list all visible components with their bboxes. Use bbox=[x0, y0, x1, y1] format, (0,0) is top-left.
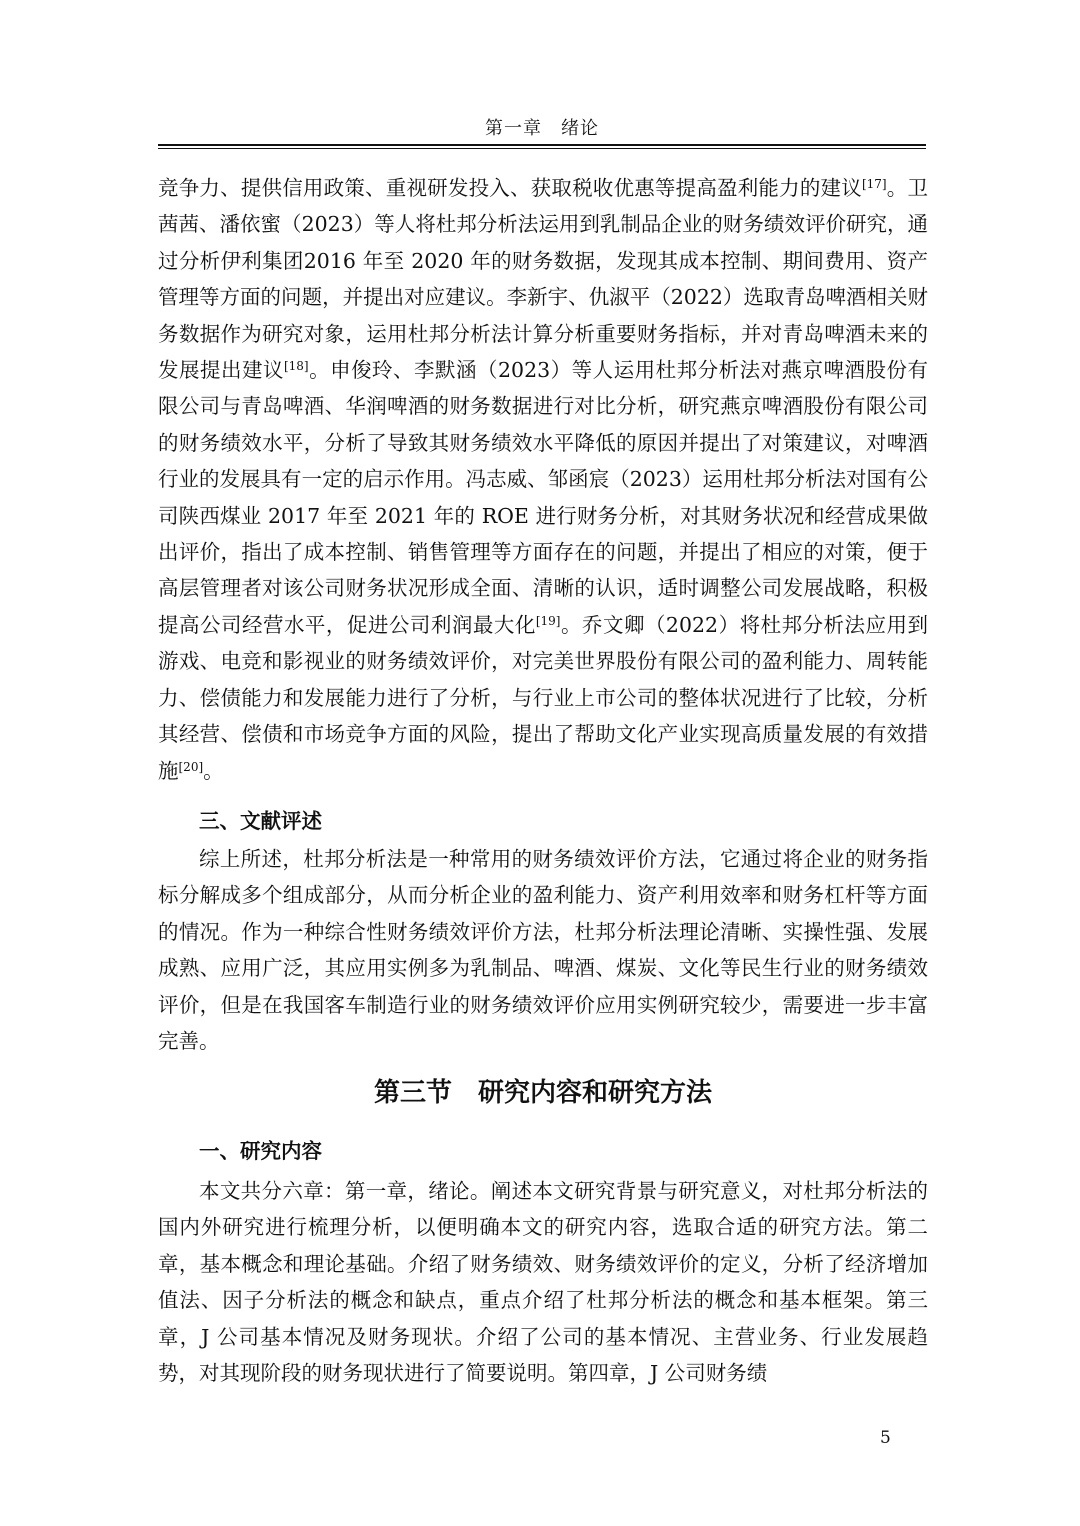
paragraph-segment: 。卫茜茜、潘依蜜（2023）等人将杜邦分析法运用到乳制品企业的财务绩效评价研究，通过分析伊利集团2016 年至 2020 年的财务数据，发现其成本控制、期间费用、资产管理等方面的问题，并提出对应建议。李新宇、仇淑平（2022）选取青岛啤酒相关财务数据作为研究对象，运用杜邦分析法计算分析重要财务指标，并对青岛啤酒未来的发展提出建议 bbox=[158, 176, 929, 383]
paragraph-segment: 。 bbox=[203, 758, 224, 783]
citation-ref: [20] bbox=[178, 759, 204, 774]
review-paragraph bbox=[158, 841, 928, 1059]
review-heading: 三、文献评述 bbox=[199, 809, 322, 833]
citation-ref: [18] bbox=[283, 359, 309, 374]
paragraph-text bbox=[158, 170, 928, 789]
page-number: 5 bbox=[880, 1428, 891, 1448]
paragraph-segment: 。申俊玲、李默涵（2023）等人运用杜邦分析法对燕京啤酒股份有限公司与青岛啤酒、华润啤酒的财务数据进行对比分析，研究燕京啤酒股份有限公司的财务绩效水平，分析了导致其财务绩效水平降低的原因并提出了对策建议，对啤酒行业的发展具有一定的启示作用。冯志威、邹函宸（2023）运用杜邦分析法对国有公司陕西煤业 2017 年至 2021 年的 ROE 进行财务分析，对其财务状况和经营成果做出评价，指出了成本控制、销售管理等方面存在的问题，并提出了相应的对策，便于高层管理者对该公司财务状况形成全面、清晰的认识，适时调整公司发展战略，积极提高公司经营水平，促进公司利润最大化 bbox=[158, 358, 929, 637]
section-title: 第三节 研究内容和研究方法 bbox=[373, 1078, 712, 1108]
literature-paragraph bbox=[158, 170, 928, 789]
paragraph-segment: 。乔文卿（2022）将杜邦分析法应用到游戏、电竞和影视业的财务绩效评价，对完美世界股份有限公司的盈利能力、周转能力、偿债能力和发展能力进行了分析，与行业上市公司的整体状况进行了比较，分析其经营、偿债和市场竞争方面的风险，提出了帮助文化产业实现高质量发展的有效措施 bbox=[158, 612, 929, 783]
paragraph-text: 本文共分六章：第一章，绪论。阐述本文研究背景与研究意义，对杜邦分析法的国内外研究进行梳理分析，以便明确本文的研究内容，选取合适的研究方法。第二章，基本概念和理论基础。介绍了财务绩效、财务绩效评价的定义，分析了经济增加值法、因子分析法的概念和缺点，重点介绍了杜邦分析法的概念和基本框架。第三章，J 公司基本情况及财务现状。介绍了公司的基本情况、主营业务、行业发展趋势，对其现阶段的财务现状进行了简要说明。第四章，J 公司财务绩 bbox=[158, 1179, 928, 1386]
header-rule bbox=[158, 144, 926, 146]
paragraph-segment: 竞争力、提供信用政策、重视研发投入、获取税收优惠等提高盈利能力的建议 bbox=[158, 176, 862, 200]
citation-ref: [19] bbox=[535, 613, 561, 628]
content-heading: 一、研究内容 bbox=[199, 1139, 322, 1163]
paragraph-text: 综上所述，杜邦分析法是一种常用的财务绩效评价方法，它通过将企业的财务指标分解成多个组成部分，从而分析企业的盈利能力、资产利用效率和财务杠杆等方面的情况。作为一种综合性财务绩效评价方法，杜邦分析法理论清晰、实操性强、发展成熟、应用广泛，其应用实例多为乳制品、啤酒、煤炭、文化等民生行业的财务绩效评价，但是在我国客车制造行业的财务绩效评价应用实例研究较少，需要进一步丰富完善。 bbox=[158, 847, 928, 1054]
running-header: 第一章 绪论 bbox=[485, 118, 599, 139]
content-paragraph bbox=[158, 1173, 928, 1391]
citation-ref: [17] bbox=[861, 177, 887, 191]
header-rule-secondary bbox=[158, 148, 926, 149]
